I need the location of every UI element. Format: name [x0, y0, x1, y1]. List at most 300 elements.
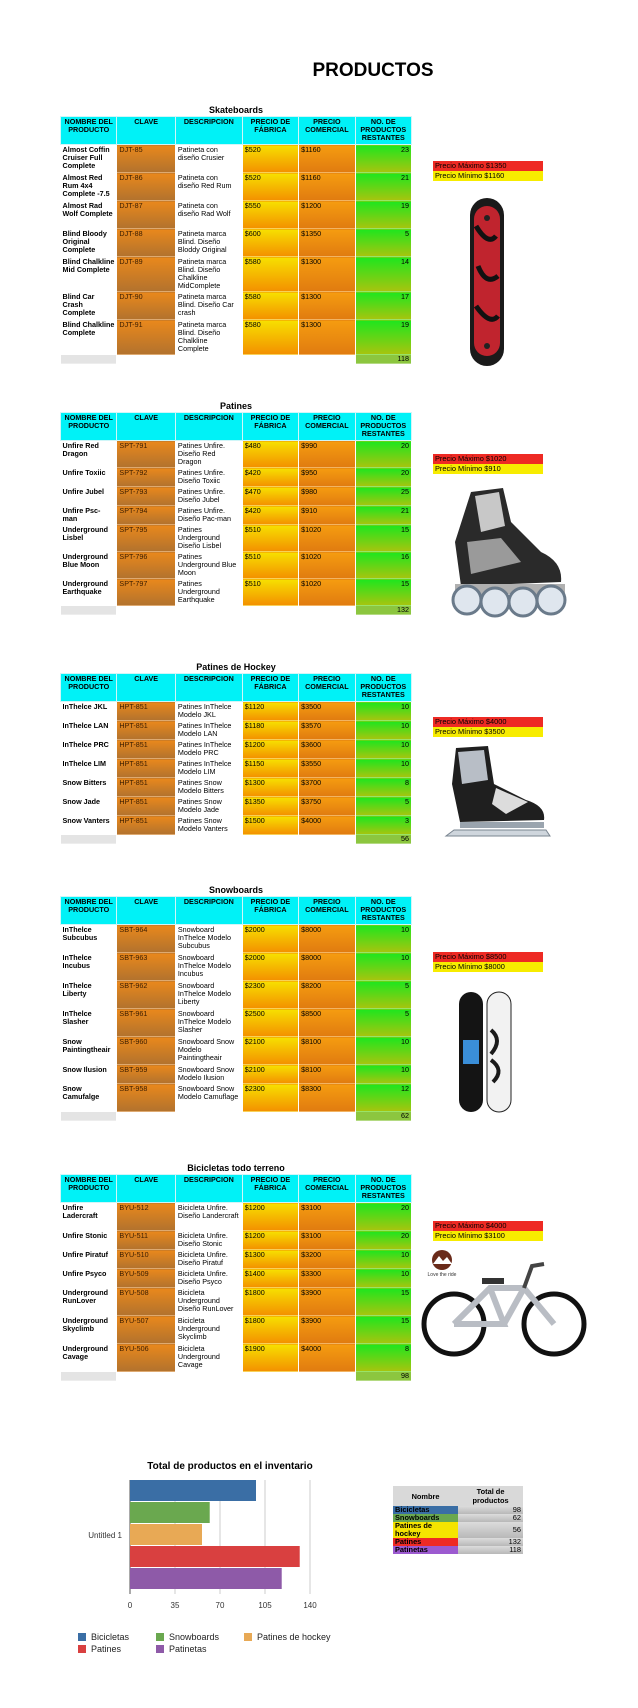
summary-name: Snowboards — [393, 1514, 458, 1522]
cell-name: Snow Paintingtheair — [61, 1037, 117, 1065]
summary-name: Patines de hockey — [393, 1522, 458, 1538]
cell-fab: $1180 — [242, 721, 298, 740]
table-row — [61, 797, 412, 816]
cell-num: 8 — [355, 778, 411, 797]
total-blank — [117, 355, 175, 364]
cell-name: Underground Blue Moon — [61, 552, 117, 579]
column-header: PRECIO DE FÁBRICA — [242, 1175, 298, 1203]
total-blank — [117, 1112, 175, 1121]
table-row — [61, 487, 412, 506]
cell-desc: Bicicleta Unfire. Diseño Landercraft — [175, 1203, 242, 1231]
cell-desc: Patines Unfire. Diseño Red Dragon — [175, 441, 242, 468]
cell-num: 25 — [355, 487, 411, 506]
total-row — [61, 1112, 412, 1121]
section-title: Snowboards — [208, 885, 263, 895]
cell-name: Snow Camufalge — [61, 1084, 117, 1112]
cell-num: 3 — [355, 816, 411, 835]
cell-desc: Patineta marca Blind. Diseño Chalkline MidComplete — [175, 257, 242, 292]
cell-com: $8500 — [299, 1009, 355, 1037]
cell-num: 10 — [355, 1037, 411, 1065]
cell-name: Underground Cavage — [61, 1344, 117, 1372]
table-row — [61, 320, 412, 355]
table-row — [61, 759, 412, 778]
column-header: NO. DE PRODUCTOS RESTANTES — [355, 897, 411, 925]
bar-patines-de-hockey — [130, 1524, 202, 1545]
cell-key: DJT-88 — [117, 229, 175, 257]
cell-fab: $2500 — [242, 1009, 298, 1037]
cell-key: SPT-797 — [117, 579, 175, 606]
cell-com: $1020 — [299, 579, 355, 606]
cell-com: $1020 — [299, 525, 355, 552]
column-header: PRECIO COMERCIAL — [299, 674, 355, 702]
cell-desc: Bicicleta Underground Skyclimb — [175, 1316, 242, 1344]
table-row — [61, 1269, 412, 1288]
cell-desc: Patines InThelce Modelo LAN — [175, 721, 242, 740]
category-label: Untitled 1 — [88, 1531, 122, 1540]
total-blank — [117, 835, 175, 844]
cell-key: HPT-851 — [117, 778, 175, 797]
column-header: CLAVE — [117, 413, 175, 441]
total-count: 62 — [355, 1112, 411, 1121]
cell-num: 21 — [355, 506, 411, 525]
cell-com: $3100 — [299, 1203, 355, 1231]
table-row — [61, 468, 412, 487]
cell-num: 17 — [355, 292, 411, 320]
section-0 — [60, 104, 412, 364]
x-tick-label: 0 — [127, 1601, 133, 1610]
cell-num: 15 — [355, 1288, 411, 1316]
cell-fab: $2000 — [242, 925, 298, 953]
cell-desc: Patineta con diseño Crusier — [175, 145, 242, 173]
cell-com: $3550 — [299, 759, 355, 778]
cell-desc: Snowboard Snow Modelo Ilusion — [175, 1065, 242, 1084]
total-row — [61, 606, 412, 615]
cell-name: InThelce Slasher — [61, 1009, 117, 1037]
bar-snowboards — [130, 1502, 210, 1523]
cell-fab: $1800 — [242, 1316, 298, 1344]
table-row — [61, 816, 412, 835]
cell-key: DJT-85 — [117, 145, 175, 173]
cell-desc: Snowboard InThelce Modelo Slasher — [175, 1009, 242, 1037]
cell-fab: $580 — [242, 257, 298, 292]
cell-num: 10 — [355, 925, 411, 953]
cell-name: Unfire Jubel — [61, 487, 117, 506]
legend-label: Snowboards — [169, 1632, 220, 1642]
total-row — [61, 835, 412, 844]
total-count: 132 — [355, 606, 411, 615]
cell-desc: Snowboard InThelce Modelo Incubus — [175, 953, 242, 981]
section-title: Patines de Hockey — [196, 662, 276, 672]
price-min: Precio Mínimo $910 — [433, 464, 543, 474]
table-row — [61, 552, 412, 579]
cell-fab: $470 — [242, 487, 298, 506]
inventory-bar-chart — [60, 1470, 380, 1670]
total-blank — [61, 606, 117, 615]
cell-key: HPT-851 — [117, 759, 175, 778]
cell-num: 19 — [355, 201, 411, 229]
cell-fab: $510 — [242, 579, 298, 606]
cell-key: SPT-796 — [117, 552, 175, 579]
cell-fab: $2000 — [242, 953, 298, 981]
product-table — [60, 1174, 412, 1381]
legend-label: Patinetas — [169, 1644, 207, 1654]
table-row — [61, 778, 412, 797]
column-header: CLAVE — [117, 897, 175, 925]
cell-fab: $1300 — [242, 1250, 298, 1269]
cell-num: 23 — [355, 145, 411, 173]
table-row — [61, 1231, 412, 1250]
cell-key: SBT-962 — [117, 981, 175, 1009]
cell-num: 5 — [355, 229, 411, 257]
column-header: PRECIO COMERCIAL — [299, 1175, 355, 1203]
cell-num: 8 — [355, 1344, 411, 1372]
cell-com: $8300 — [299, 1084, 355, 1112]
section-4 — [60, 1162, 412, 1381]
cell-com: $8100 — [299, 1037, 355, 1065]
cell-key: HPT-851 — [117, 740, 175, 759]
snowboard-image — [457, 990, 513, 1114]
cell-fab: $1200 — [242, 740, 298, 759]
legend-swatch — [244, 1633, 252, 1641]
ride-logo — [424, 1248, 460, 1278]
cell-name: Blind Chalkline Complete — [61, 320, 117, 355]
product-table — [60, 673, 412, 844]
cell-fab: $510 — [242, 525, 298, 552]
total-count: 118 — [355, 355, 411, 364]
column-header: PRECIO DE FÁBRICA — [242, 413, 298, 441]
cell-fab: $550 — [242, 201, 298, 229]
table-row — [61, 925, 412, 953]
cell-key: DJT-89 — [117, 257, 175, 292]
column-header: DESCRIPCION — [175, 117, 242, 145]
cell-name: InThelce Subcubus — [61, 925, 117, 953]
cell-num: 20 — [355, 1203, 411, 1231]
table-row — [61, 1316, 412, 1344]
cell-num: 5 — [355, 1009, 411, 1037]
legend-swatch — [156, 1645, 164, 1653]
cell-desc: Patines InThelce Modelo LIM — [175, 759, 242, 778]
cell-com: $8000 — [299, 925, 355, 953]
column-header: NOMBRE DEL PRODUCTO — [61, 413, 117, 441]
column-header: DESCRIPCION — [175, 674, 242, 702]
total-blank — [61, 355, 117, 364]
cell-key: BYU-509 — [117, 1269, 175, 1288]
summary-name: Bicicletas — [393, 1506, 458, 1514]
cell-com: $3600 — [299, 740, 355, 759]
table-row — [61, 1288, 412, 1316]
table-row — [61, 257, 412, 292]
total-blank — [242, 1112, 298, 1121]
table-row — [61, 1037, 412, 1065]
summary-table — [393, 1486, 523, 1554]
product-table — [60, 896, 412, 1121]
cell-desc: Bicicleta Unfire. Diseño Stonic — [175, 1231, 242, 1250]
cell-desc: Patines Underground Earthquake — [175, 579, 242, 606]
table-row — [61, 579, 412, 606]
cell-desc: Patines Underground Blue Moon — [175, 552, 242, 579]
price-max: Precio Máximo $8500 — [433, 952, 543, 962]
table-row — [61, 292, 412, 320]
cell-key: SBT-960 — [117, 1037, 175, 1065]
column-header: NOMBRE DEL PRODUCTO — [61, 674, 117, 702]
column-header: NOMBRE DEL PRODUCTO — [61, 1175, 117, 1203]
cell-key: DJT-91 — [117, 320, 175, 355]
cell-desc: Patines Snow Modelo Jade — [175, 797, 242, 816]
cell-desc: Bicicleta Unfire. Diseño Piratuf — [175, 1250, 242, 1269]
cell-num: 20 — [355, 1231, 411, 1250]
column-header: NO. DE PRODUCTOS RESTANTES — [355, 413, 411, 441]
section-title: Patines — [219, 401, 252, 411]
legend-label: Bicicletas — [91, 1632, 130, 1642]
cell-desc: Bicicleta Underground Diseño RunLover — [175, 1288, 242, 1316]
chart-title: Total de productos en el inventario — [147, 1461, 313, 1472]
bar-bicicletas — [130, 1480, 256, 1501]
cell-fab: $1150 — [242, 759, 298, 778]
cell-num: 12 — [355, 1084, 411, 1112]
column-header: NOMBRE DEL PRODUCTO — [61, 897, 117, 925]
cell-fab: $1120 — [242, 702, 298, 721]
cell-fab: $2300 — [242, 1084, 298, 1112]
price-min: Precio Mínimo $1160 — [433, 171, 543, 181]
table-row — [61, 740, 412, 759]
product-table — [60, 116, 412, 364]
cell-num: 5 — [355, 797, 411, 816]
cell-key: BYU-510 — [117, 1250, 175, 1269]
table-row — [61, 1344, 412, 1372]
cell-key: DJT-90 — [117, 292, 175, 320]
cell-com: $4000 — [299, 816, 355, 835]
price-range-box — [433, 1221, 543, 1241]
total-blank — [175, 355, 242, 364]
x-tick-label: 140 — [303, 1601, 317, 1610]
total-blank — [61, 1372, 117, 1381]
skateboard-image — [466, 196, 508, 368]
section-1 — [60, 400, 412, 615]
total-blank — [61, 1112, 117, 1121]
cell-num: 10 — [355, 1269, 411, 1288]
cell-com: $3500 — [299, 702, 355, 721]
summary-value: 56 — [458, 1522, 523, 1538]
price-range-box — [433, 952, 543, 972]
cell-name: Underground Skyclimb — [61, 1316, 117, 1344]
cell-name: Almost Red Rum 4x4 Complete -7.5 — [61, 173, 117, 201]
table-row — [61, 441, 412, 468]
cell-desc: Patines InThelce Modelo PRC — [175, 740, 242, 759]
price-min: Precio Mínimo $3500 — [433, 727, 543, 737]
total-blank — [299, 355, 355, 364]
cell-num: 10 — [355, 1065, 411, 1084]
cell-fab: $2100 — [242, 1065, 298, 1084]
cell-name: Unfire Toxiic — [61, 468, 117, 487]
cell-com: $1300 — [299, 257, 355, 292]
cell-key: HPT-851 — [117, 721, 175, 740]
cell-com: $1020 — [299, 552, 355, 579]
cell-name: Blind Car Crash Complete — [61, 292, 117, 320]
cell-fab: $1350 — [242, 797, 298, 816]
summary-value: 98 — [458, 1506, 523, 1514]
cell-name: Underground Lisbel — [61, 525, 117, 552]
cell-desc: Patines Unfire. Diseño Jubel — [175, 487, 242, 506]
total-blank — [299, 606, 355, 615]
price-min: Precio Mínimo $8000 — [433, 962, 543, 972]
cell-com: $3900 — [299, 1316, 355, 1344]
summary-value: 62 — [458, 1514, 523, 1522]
price-range-box — [433, 454, 543, 474]
cell-name: Unfire Piratuf — [61, 1250, 117, 1269]
column-header: DESCRIPCION — [175, 897, 242, 925]
summary-name: Patinetas — [393, 1546, 458, 1554]
table-row — [61, 229, 412, 257]
x-tick-label: 105 — [258, 1601, 272, 1610]
table-row — [61, 1084, 412, 1112]
cell-num: 10 — [355, 759, 411, 778]
table-row — [61, 201, 412, 229]
cell-name: Unfire Psc-man — [61, 506, 117, 525]
summary-header-total: Total de productos — [458, 1486, 523, 1506]
inline-skate-image — [441, 482, 571, 618]
cell-key: DJT-87 — [117, 201, 175, 229]
cell-fab: $480 — [242, 441, 298, 468]
legend-label: Patines de hockey — [257, 1632, 331, 1642]
table-row — [61, 506, 412, 525]
cell-desc: Patines Unfire. Diseño Pac-man — [175, 506, 242, 525]
total-blank — [175, 1372, 242, 1381]
cell-num: 15 — [355, 1316, 411, 1344]
price-max: Precio Máximo $1020 — [433, 454, 543, 464]
cell-desc: Bicicleta Unfire. Diseño Psyco — [175, 1269, 242, 1288]
cell-fab: $420 — [242, 506, 298, 525]
cell-com: $1350 — [299, 229, 355, 257]
column-header: PRECIO DE FÁBRICA — [242, 897, 298, 925]
total-count: 56 — [355, 835, 411, 844]
cell-num: 15 — [355, 525, 411, 552]
cell-key: SPT-795 — [117, 525, 175, 552]
cell-key: SBT-958 — [117, 1084, 175, 1112]
legend-swatch — [156, 1633, 164, 1641]
cell-num: 19 — [355, 320, 411, 355]
cell-desc: Bicicleta Underground Cavage — [175, 1344, 242, 1372]
cell-name: Unfire Ladercraft — [61, 1203, 117, 1231]
cell-key: BYU-512 — [117, 1203, 175, 1231]
section-2 — [60, 661, 412, 844]
cell-com: $1160 — [299, 173, 355, 201]
section-3 — [60, 884, 412, 1121]
column-header: PRECIO COMERCIAL — [299, 897, 355, 925]
total-blank — [242, 835, 298, 844]
cell-num: 10 — [355, 721, 411, 740]
table-row — [61, 953, 412, 981]
table-row — [61, 1009, 412, 1037]
table-row — [61, 145, 412, 173]
cell-key: SPT-792 — [117, 468, 175, 487]
legend-swatch — [78, 1633, 86, 1641]
table-row — [61, 525, 412, 552]
total-blank — [61, 835, 117, 844]
cell-desc: Patineta con diseño Red Rum — [175, 173, 242, 201]
total-row — [61, 1372, 412, 1381]
cell-desc: Snowboard Snow Modelo Paintingtheair — [175, 1037, 242, 1065]
hockey-skate-image — [436, 744, 554, 844]
table-row — [61, 1203, 412, 1231]
cell-name: Underground RunLover — [61, 1288, 117, 1316]
cell-fab: $580 — [242, 320, 298, 355]
cell-desc: Patineta marca Blind. Diseño Bloddy Original — [175, 229, 242, 257]
cell-key: SPT-793 — [117, 487, 175, 506]
cell-com: $4000 — [299, 1344, 355, 1372]
cell-key: DJT-86 — [117, 173, 175, 201]
cell-num: 10 — [355, 740, 411, 759]
summary-value: 118 — [458, 1546, 523, 1554]
column-header: CLAVE — [117, 1175, 175, 1203]
column-header: DESCRIPCION — [175, 1175, 242, 1203]
cell-desc: Patineta marca Blind. Diseño Car crash — [175, 292, 242, 320]
total-blank — [242, 606, 298, 615]
summary-header-name: Nombre — [393, 1486, 458, 1506]
cell-key: SBT-964 — [117, 925, 175, 953]
cell-num: 20 — [355, 468, 411, 487]
cell-name: Blind Bloody Original Complete — [61, 229, 117, 257]
cell-fab: $420 — [242, 468, 298, 487]
summary-value: 132 — [458, 1538, 523, 1546]
price-max: Precio Máximo $4000 — [433, 717, 543, 727]
table-row — [61, 173, 412, 201]
section-title: Skateboards — [208, 105, 264, 115]
cell-com: $3100 — [299, 1231, 355, 1250]
cell-fab: $1200 — [242, 1231, 298, 1250]
cell-name: InThelce LAN — [61, 721, 117, 740]
cell-num: 10 — [355, 702, 411, 721]
cell-num: 15 — [355, 579, 411, 606]
cell-num: 10 — [355, 953, 411, 981]
summary-name: Patines — [393, 1538, 458, 1546]
cell-desc: Patines Unfire. Diseño Toxiic — [175, 468, 242, 487]
x-tick-label: 35 — [170, 1601, 180, 1610]
bar-patines — [130, 1546, 300, 1567]
price-max: Precio Máximo $1350 — [433, 161, 543, 171]
cell-name: InThelce Incubus — [61, 953, 117, 981]
cell-desc: Patines Snow Modelo Bitters — [175, 778, 242, 797]
total-count: 98 — [355, 1372, 411, 1381]
cell-com: $910 — [299, 506, 355, 525]
column-header: PRECIO COMERCIAL — [299, 413, 355, 441]
cell-desc: Snowboard InThelce Modelo Liberty — [175, 981, 242, 1009]
cell-com: $1200 — [299, 201, 355, 229]
cell-desc: Snowboard Snow Modelo Camuflage — [175, 1084, 242, 1112]
cell-com: $3300 — [299, 1269, 355, 1288]
cell-name: Underground Earthquake — [61, 579, 117, 606]
column-header: PRECIO DE FÁBRICA — [242, 674, 298, 702]
cell-key: BYU-506 — [117, 1344, 175, 1372]
cell-com: $980 — [299, 487, 355, 506]
column-header: PRECIO DE FÁBRICA — [242, 117, 298, 145]
cell-name: InThelce PRC — [61, 740, 117, 759]
total-blank — [242, 1372, 298, 1381]
cell-com: $990 — [299, 441, 355, 468]
cell-key: BYU-508 — [117, 1288, 175, 1316]
x-tick-label: 70 — [215, 1601, 225, 1610]
column-header: NO. DE PRODUCTOS RESTANTES — [355, 674, 411, 702]
cell-key: HPT-851 — [117, 797, 175, 816]
total-blank — [299, 1372, 355, 1381]
cell-com: $8000 — [299, 953, 355, 981]
cell-fab: $510 — [242, 552, 298, 579]
cell-name: Almost Rad Wolf Complete — [61, 201, 117, 229]
cell-com: $3570 — [299, 721, 355, 740]
cell-desc: Patines Snow Modelo Vanters — [175, 816, 242, 835]
cell-name: Unfire Red Dragon — [61, 441, 117, 468]
cell-fab: $1400 — [242, 1269, 298, 1288]
cell-desc: Patineta marca Blind. Diseño Chalkline Complete — [175, 320, 242, 355]
